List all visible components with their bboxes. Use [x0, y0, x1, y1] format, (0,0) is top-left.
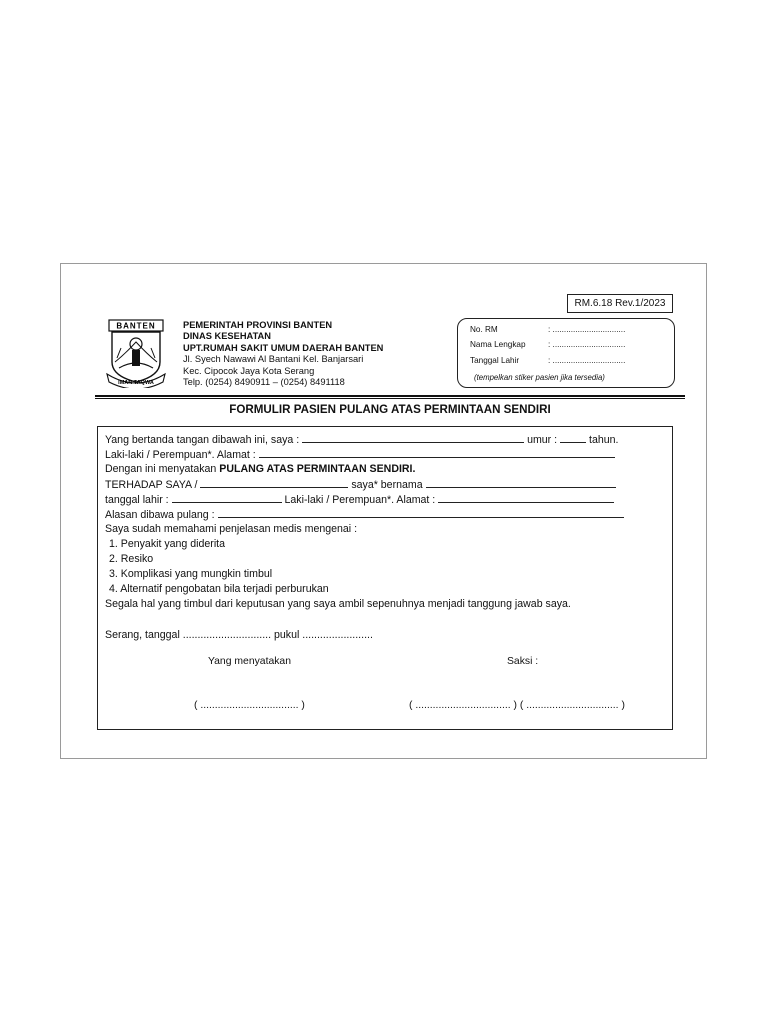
banten-logo	[105, 318, 167, 388]
reason-line: Alasan dibawa pulang :	[105, 508, 624, 521]
place-date-line: Serang, tanggal .............................. pukul ........................	[105, 629, 373, 641]
form-body	[97, 426, 673, 730]
form-sheet	[60, 263, 707, 759]
name-field[interactable]	[302, 433, 524, 443]
statement-line: Dengan ini menyatakan PULANG ATAS PERMINTAAN SENDIRI.	[105, 463, 416, 475]
name-age-line: Yang bertanda tangan dibawah ini, saya : umur : tahun.	[105, 434, 619, 446]
patient-address-field[interactable]	[438, 493, 614, 503]
header-line-2: DINAS KESEHATAN	[183, 331, 271, 342]
declarant-signature-field[interactable]: ( .................................. )	[194, 700, 305, 711]
patient-row-name: Nama Lengkap : ................................	[470, 340, 626, 349]
relation-field[interactable]	[200, 478, 348, 488]
header-line-3: UPT.RUMAH SAKIT UMUM DAERAH BANTEN	[183, 342, 384, 353]
witness-label: Saksi :	[507, 656, 539, 667]
birthdate-line: tanggal lahir : Laki-laki / Perempuan*. Alamat :	[105, 493, 614, 506]
understanding-line: Saya sudah memahami penjelasan medis mengenai :	[105, 523, 358, 535]
declarant-label: Yang menyatakan	[208, 656, 291, 667]
header-divider-thin	[95, 398, 685, 399]
header-line-4: Jl. Syech Nawawi Al Bantani Kel. Banjarsari	[183, 354, 364, 365]
institution-header	[183, 320, 383, 388]
gender-address-line: Laki-laki / Perempuan*. Alamat :	[105, 448, 615, 461]
patient-row-rm: No. RM : ................................	[470, 325, 626, 334]
logo-bottom-text: IMAN TAQWA	[118, 380, 154, 386]
list-item: 1. Penyakit yang diderita	[109, 538, 226, 550]
patient-sticker-box	[457, 318, 675, 388]
banten-emblem-icon	[105, 318, 167, 388]
header-divider-thick	[95, 395, 685, 397]
header-line-6: Telp. (0254) 8490911 – (0254) 8491118	[183, 377, 345, 388]
reason-field[interactable]	[218, 508, 624, 518]
patient-name-field[interactable]	[426, 478, 616, 488]
logo-top-text: BANTEN	[116, 321, 156, 331]
responsibility-line: Segala hal yang timbul dari keputusan yang saya ambil sepenuhnya menjadi tanggung jawab saya.	[105, 598, 571, 610]
age-field[interactable]	[560, 433, 586, 443]
sticker-note: (tempelkan stiker pasien jika tersedia)	[474, 373, 605, 382]
witness-signature-fields[interactable]: ( ................................. ) ( ................................ )	[409, 700, 625, 711]
form-code-box	[567, 294, 673, 313]
form-code: RM.6.18 Rev.1/2023	[574, 298, 666, 309]
header-line-5: Kec. Cipocok Jaya Kota Serang	[183, 365, 315, 376]
patient-row-dob: Tanggal Lahir : ................................	[470, 356, 626, 365]
address-field[interactable]	[259, 448, 615, 458]
list-item: 2. Resiko	[109, 553, 154, 565]
subject-line: TERHADAP SAYA / saya* bernama	[105, 478, 616, 491]
header-line-1: PEMERINTAH PROVINSI BANTEN	[183, 320, 333, 330]
form-title: FORMULIR PASIEN PULANG ATAS PERMINTAAN SENDIRI	[229, 403, 551, 416]
list-item: 4. Alternatif pengobatan bila terjadi perburukan	[109, 583, 329, 595]
list-item: 3. Komplikasi yang mungkin timbul	[109, 568, 273, 580]
birthdate-field[interactable]	[172, 493, 282, 503]
